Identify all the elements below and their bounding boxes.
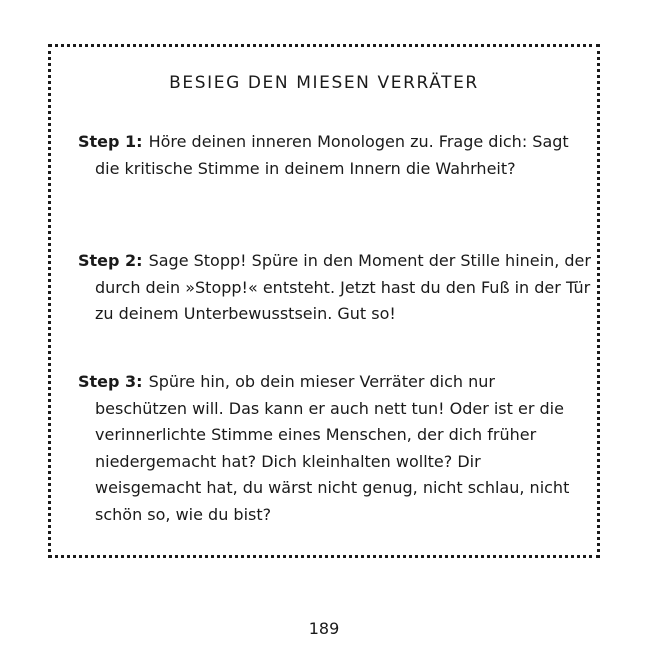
exercise-box: [48, 44, 600, 558]
step-1-label: Step 1:: [78, 132, 143, 151]
step-1-text: Höre deinen inneren Monologen zu. Frage dich: Sagt die kritische Stimme in deinem Innern die Wahrheit?: [95, 132, 569, 178]
step-3-text: Spüre hin, ob dein mieser Verräter dich nur beschützen will. Das kann er auch nett tun! Oder ist er die verinnerlichte Stimme eines Menschen, der dich früher niedergemacht hat? Dich kleinhalten wollte? Dir weisgemacht hat, du wärst nicht genug, nicht schlau, nicht schön so, wie du bist?: [95, 372, 570, 524]
step-3-label: Step 3:: [78, 372, 143, 391]
page-number: 189: [308, 619, 340, 638]
step-2-text: Sage Stopp! Spüre in den Moment der Stille hinein, der durch dein »Stopp!« entsteht. Jetzt hast du den Fuß in der Tür zu deinem Unterbewusstsein. Gut so!: [95, 251, 591, 323]
step-2-label: Step 2:: [78, 251, 143, 270]
step-3: [78, 369, 591, 528]
step-1: [78, 129, 591, 182]
step-2: [78, 248, 591, 328]
box-title: BESIEG DEN MIESEN VERRÄTER: [169, 73, 479, 93]
